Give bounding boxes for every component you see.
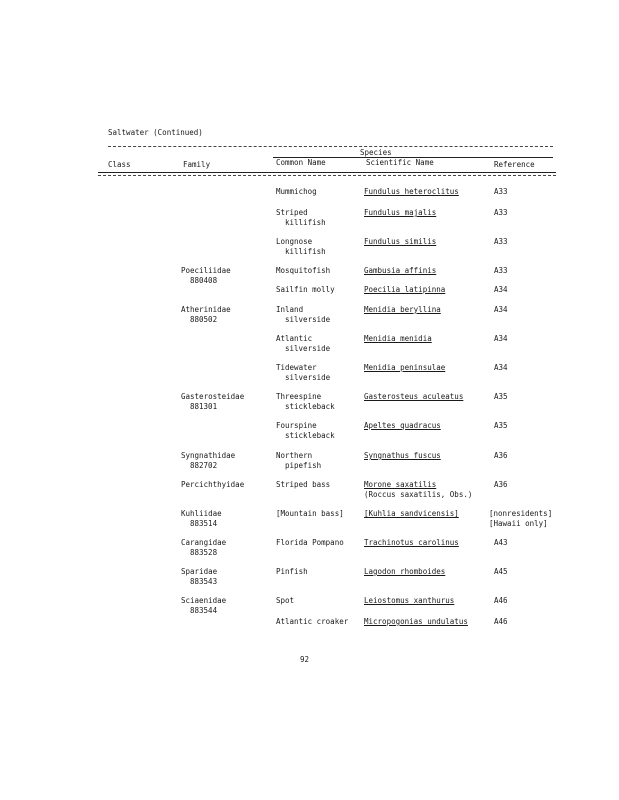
scientific-name-cell [364, 451, 441, 461]
reference-cell-line: A35 [494, 421, 508, 430]
scientific-name-cell-line: Leiostomus xanthurus [364, 596, 455, 605]
scientific-name-cell [364, 363, 445, 373]
family-cell-line: 883514 [190, 519, 218, 528]
scientific-name-cell-line: Fundulus heteroclitus [364, 187, 459, 196]
reference-cell-line: A33 [494, 187, 508, 196]
reference-cell-line: A35 [494, 392, 508, 401]
family-cell-line: Percichthyidae [181, 480, 245, 489]
common-name-cell-line: Tidewater [276, 363, 317, 372]
reference-cell-line: A33 [494, 266, 508, 275]
common-name-cell-line: Atlantic [276, 334, 313, 343]
reference-cell-line: A46 [494, 596, 508, 605]
scientific-name-cell-line: Morone saxatilis [364, 480, 437, 489]
common-name-cell-line: pipefish [285, 461, 322, 470]
page-number: 92 [300, 655, 310, 664]
common-name-cell-line: silverside [285, 315, 331, 324]
scientific-name-cell-line: Fundulus majalis [364, 208, 437, 217]
reference-cell [494, 392, 508, 402]
column-header-scientific-name: Scientific Name [366, 158, 434, 167]
column-header-family: Family [183, 160, 211, 169]
family-cell-line: Atherinidae [181, 305, 231, 314]
common-name-cell [276, 421, 335, 441]
scientific-name-cell [364, 266, 436, 276]
family-cell [181, 509, 222, 529]
common-name-cell-line: Striped [276, 208, 308, 217]
header-bottom-rule [98, 172, 556, 173]
reference-cell [494, 187, 508, 197]
common-name-cell [276, 237, 326, 257]
reference-cell [494, 617, 508, 627]
scientific-name-cell-line: Poecilia latipinna [364, 285, 446, 294]
reference-cell-line: A34 [494, 363, 508, 372]
column-header-common-name: Common Name [276, 158, 326, 167]
common-name-cell-line: Sailfin molly [276, 285, 335, 294]
common-name-cell [276, 208, 326, 228]
common-name-cell-line: Mummichog [276, 187, 317, 196]
common-name-cell-line: [Mountain bass] [276, 509, 344, 518]
family-cell-line: 880408 [190, 276, 218, 285]
reference-cell-line: A46 [494, 617, 508, 626]
family-cell-line: 883543 [190, 577, 218, 586]
common-name-cell [276, 617, 348, 627]
header-bottom-rule-2 [98, 175, 556, 176]
common-name-cell [276, 363, 330, 383]
common-name-cell [276, 509, 344, 519]
family-cell-line: Sparidae [181, 567, 218, 576]
reference-cell [494, 538, 508, 548]
common-name-cell-line: killifish [285, 247, 326, 256]
reference-cell-line: A36 [494, 451, 508, 460]
common-name-cell [276, 596, 294, 606]
family-cell [181, 538, 226, 558]
family-cell-line: Sciaenidae [181, 596, 227, 605]
common-name-cell [276, 266, 330, 276]
reference-cell [494, 421, 508, 431]
column-header-reference: Reference [494, 160, 535, 169]
reference-cell-line: A34 [494, 285, 508, 294]
common-name-cell [276, 392, 335, 412]
reference-cell-line: [nonresidents] [489, 509, 553, 518]
page-title: Saltwater (Continued) [108, 128, 203, 137]
scientific-name-cell [364, 392, 463, 402]
common-name-cell-line: Threespine [276, 392, 322, 401]
reference-cell-line: A45 [494, 567, 508, 576]
common-name-cell-line: Spot [276, 596, 295, 605]
reference-cell-line: A43 [494, 538, 508, 547]
scientific-name-cell-line: Gasterosteus aculeatus [364, 392, 464, 401]
scientific-name-cell [364, 567, 445, 577]
scientific-name-cell [364, 480, 436, 490]
common-name-cell [276, 451, 321, 471]
scientific-name-cell-line: Apeltes quadracus [364, 421, 441, 430]
family-cell-line: Syngnathidae [181, 451, 236, 460]
scientific-name-cell [364, 596, 454, 606]
common-name-cell-line: silverside [285, 373, 331, 382]
scientific-name-cell-line: Syngnathus fuscus [364, 451, 441, 460]
common-name-cell-line: Inland [276, 305, 304, 314]
reference-cell [494, 237, 508, 247]
common-name-cell-line: Atlantic croaker [276, 617, 349, 626]
family-cell-line: 882702 [190, 461, 218, 470]
scientific-name-cell-line: Menidia beryllina [364, 305, 441, 314]
family-cell-line: Gasterosteidae [181, 392, 245, 401]
scientific-name-cell-line: Fundulus similis [364, 237, 437, 246]
reference-cell [494, 363, 508, 373]
common-name-cell-line: Striped bass [276, 480, 331, 489]
reference-cell-line: [Hawaii only] [489, 519, 548, 528]
reference-cell [489, 509, 552, 529]
family-cell-line: Carangidae [181, 538, 227, 547]
reference-cell-line: A34 [494, 334, 508, 343]
species-group-label: Species [360, 148, 392, 157]
common-name-cell [276, 567, 308, 577]
common-name-cell-line: Northern [276, 451, 313, 460]
scientific-name-cell-line: Menidia peninsulae [364, 363, 446, 372]
common-name-cell-line: stickleback [285, 431, 335, 440]
family-cell-line: 883528 [190, 548, 218, 557]
family-cell [181, 305, 231, 325]
scientific-name-cell-line: Menidia menidia [364, 334, 432, 343]
scientific-name-cell [364, 208, 436, 218]
scientific-name-cell [364, 187, 459, 197]
scientific-name-synonym: (Roccus saxatilis, Obs.) [364, 490, 473, 499]
reference-cell-line: A33 [494, 237, 508, 246]
header-top-rule [108, 146, 553, 147]
scientific-name-cell-line: Lagodon rhomboides [364, 567, 446, 576]
reference-cell [494, 208, 508, 218]
reference-cell [494, 451, 508, 461]
common-name-cell-line: stickleback [285, 402, 335, 411]
reference-cell [494, 334, 508, 344]
column-header-class: Class [108, 160, 131, 169]
common-name-cell-line: Fourspine [276, 421, 317, 430]
family-cell [181, 392, 244, 412]
common-name-cell-line: Pinfish [276, 567, 308, 576]
family-cell-line: 880502 [190, 315, 218, 324]
common-name-cell-line: silverside [285, 344, 331, 353]
reference-cell [494, 285, 508, 295]
scientific-name-cell [364, 305, 441, 315]
common-name-cell [276, 305, 330, 325]
common-name-cell [276, 538, 344, 548]
scientific-name-cell [364, 617, 468, 627]
reference-cell-line: A33 [494, 208, 508, 217]
family-cell-line: Poeciliidae [181, 266, 231, 275]
common-name-cell-line: Mosquitofish [276, 266, 331, 275]
reference-cell [494, 305, 508, 315]
scientific-name-cell-line: [Kuhlia sandvicensis] [364, 509, 459, 518]
common-name-cell-line: killifish [285, 218, 326, 227]
family-cell-line: 881301 [190, 402, 218, 411]
common-name-cell [276, 480, 330, 490]
reference-cell-line: A36 [494, 480, 508, 489]
common-name-cell [276, 285, 335, 295]
family-cell [181, 480, 244, 490]
common-name-cell [276, 187, 317, 197]
family-cell-line: 883544 [190, 606, 218, 615]
family-cell [181, 451, 235, 471]
family-cell [181, 266, 231, 286]
reference-cell [494, 266, 508, 276]
scientific-name-cell [364, 538, 459, 548]
reference-cell [494, 596, 508, 606]
scientific-name-cell-line: Gambusia affinis [364, 266, 437, 275]
family-cell [181, 596, 226, 616]
reference-cell [494, 480, 508, 490]
scientific-name-cell [364, 509, 459, 519]
family-cell [181, 567, 217, 587]
scientific-name-cell [364, 285, 445, 295]
scientific-name-cell [364, 334, 432, 344]
common-name-cell [276, 334, 330, 354]
scientific-name-cell-line: Micropogonias undulatus [364, 617, 468, 626]
scientific-name-cell-line: Trachinotus carolinus [364, 538, 459, 547]
common-name-cell-line: Florida Pompano [276, 538, 344, 547]
family-cell-line: Kuhliidae [181, 509, 222, 518]
reference-cell [494, 567, 508, 577]
reference-cell-line: A34 [494, 305, 508, 314]
common-name-cell-line: Longnose [276, 237, 313, 246]
scientific-name-cell [364, 237, 436, 247]
scientific-name-cell [364, 421, 441, 431]
